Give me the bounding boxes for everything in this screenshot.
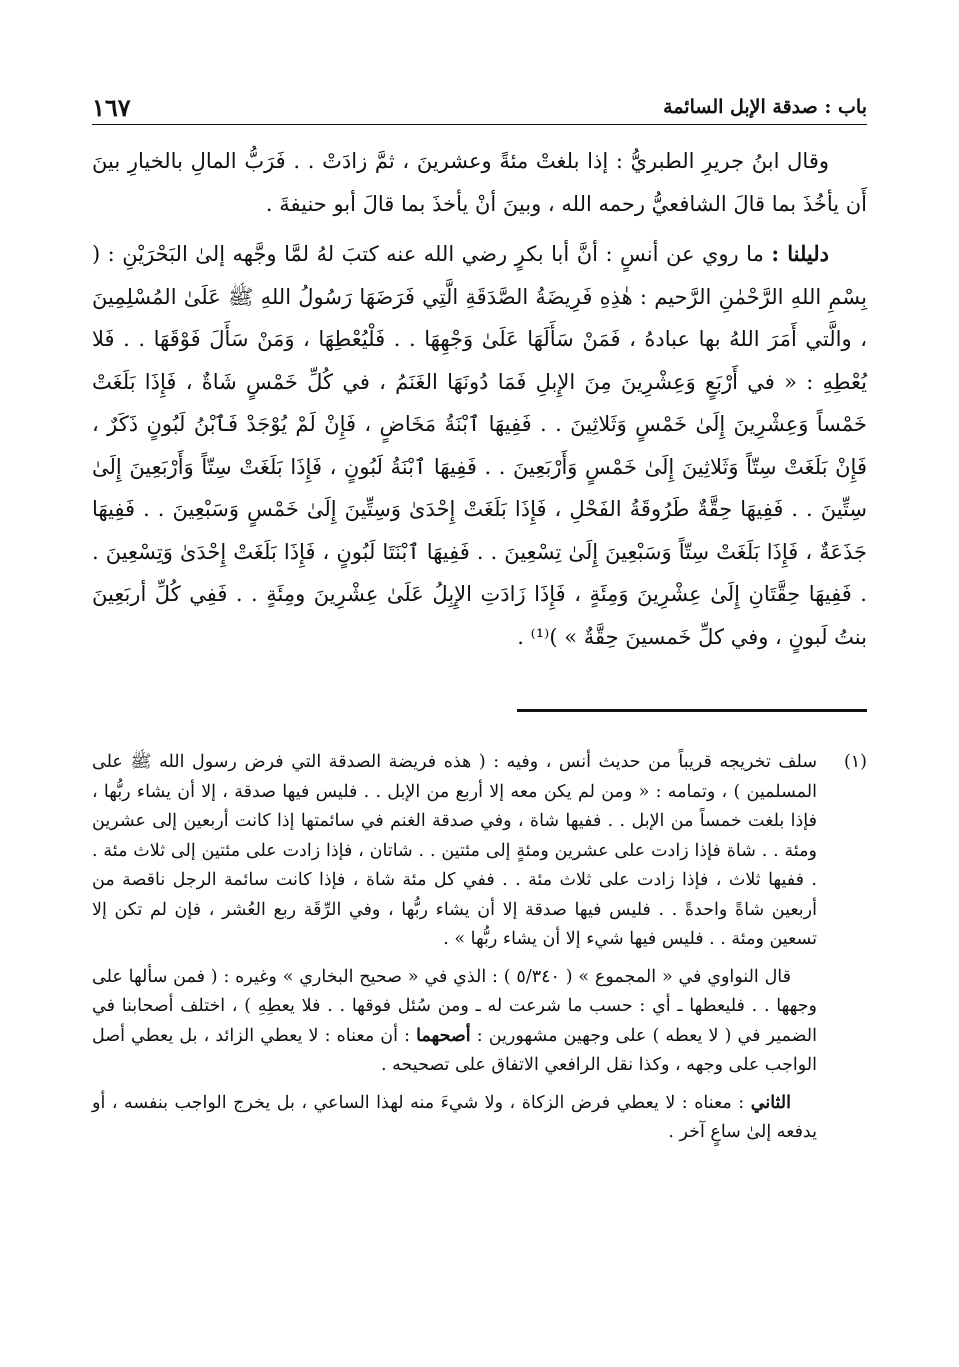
chapter-title: باب : صدقة الإبل السائمة	[663, 96, 867, 118]
first-opinion-label: أصحهما	[416, 1025, 471, 1046]
evidence-label: دليلنا :	[771, 241, 829, 266]
footnote-1	[92, 748, 867, 1148]
footnote-number: (١)	[843, 752, 867, 772]
second-opinion-label: الثاني	[750, 1092, 791, 1113]
footnote-separator	[517, 709, 867, 712]
second-opinion-text: : معناه : لا يعطي فرض الزكاة ، ولا شيءَ منه لهذا الساعي ، بل يخرج الواجب بنفسه ، أو يدفعه إلىٰ ساعٍ آخر .	[92, 1092, 817, 1142]
first-opinion-text: : أن معناه : لا يعطي الزائد ، بل يعطي أصل الواجب على وجهه ، وكذا نقل الرافعي الاتفاق على تصحيحه .	[92, 1025, 817, 1075]
evidence-text: ما روي عن أنسٍ : أنَّ أبا بكرٍ رضي الله عنه كتبَ لهُ لمَّا وجَّهه إلىٰ البَحْرَيْنِ : ( بِسْمِ اللهِ الرَّحْمٰنِ الرَّحيم : هٰذِهِ فَرِيضَةُ الصَّدَقَةِ الَّتِي فَرَضَهَا رَسُولُ اللهِ ﷺ عَلَىٰ المُسْلِمِينَ ، والَّتي أَمَرَ اللهُ بها عبادهُ ، فَمَنْ سَأَلَهَا عَلَىٰ وَجْهِهَا . . فَلْيُعْطِهَا ، وَمَنْ سَأَلَ فَوْقَهَا . . فَلا يُعْطِهِ : « في أَرْبَعٍ وَعِشْرِينَ مِنَ الإِبلِ فَمَا دُونَهَا الغَنَمُ ، في كُلِّ خَمْسٍ شَاةٌ ، فَإِذَا بَلَغَتْ خَمْساً وَعِشْرِينَ إِلَىٰ خَمْسٍ وَثَلاثِينَ . . فَفِيهَا ٱبْنَةُ مَخَاضٍ ، فَإِنْ لَمْ يُوْجَدْ فَٱبْنُ لَبُونٍ ذَكَرٌ ، فَإِنْ بَلَغَتْ سِتّاً وَثَلاثِينَ إِلَىٰ خَمْسٍ وَأَرْبَعِينَ . . فَفِيهَا ٱبْنَةُ لَبُونٍ ، فَإِذَا بَلَغَتْ سِتّاً وَأَرْبَعِينَ إِلَىٰ سِتِّينَ . . فَفِيهَا حِقَّةٌ طَرُوقَةُ الفَحْلِ ، فَإِذَا بَلَغَتْ إِحْدَىٰ وَسِتِّينَ إِلَىٰ خَمْسٍ وَسَبْعِينَ . . فَفِيهَا جَذَعَةٌ ، فَإِذَا بَلَغَتْ سِتّاً وَسَبْعِينَ إِلَىٰ تِسْعِينَ . . فَفِيهَا ٱبْنَتَا لَبُونٍ ، فَإِذَا بَلَغَتْ إِحْدَىٰ وَتِسْعِينَ . . فَفِيهَا حِقَّتَانِ إِلَىٰ عِشْرِينَ وَمِئَةٍ ، فَإِذَا زَادَتِ الإِبِلُ عَلَىٰ عِشْرِينَ ومِئَةٍ . . فَفِي كُلِّ أربَعِينَ بنتُ لَبونٍ ، وفي كلِّ خَمسينَ حِقَّةٌ » )⁽¹⁾ .	[92, 242, 867, 649]
footnote-paragraph-second	[92, 1089, 817, 1148]
nawawi-text: قال النواوي في « المجموع » ( ٥/٣٤٠ ) : الذي في « صحيح البخاري » وغيره : ( فمن سألها على وجهها . . فليعطها ـ أي : حسب ما شرعت له ـ ومن سُئل فوقها . . فلا يعطِهِ ) ، اختلف أصحابنا في الضمير في ( لا يعطه ) على وجهين مشهورين :	[92, 966, 817, 1046]
footnote-paragraph-nawawi	[92, 963, 817, 1081]
footnotes	[92, 748, 867, 1148]
main-text	[92, 140, 867, 658]
paragraph-evidence	[92, 233, 867, 658]
footnote-paragraph-takhrij: سلف تخريجه قريباً من حديث أنس ، وفيه : ( هذه فريضة الصدقة التي فرض رسول الله ﷺ على المسلمين ) ، وتمامه : « ومن لم يكن معه إلا أربع من الإبل . . فليس فيها صدقة ، إلا أن يشاء ربُّها ، فإذا بلغت خمساً من الإبل . . ففيها شاة ، وفي صدقة الغنم في سائمتها إذا كانت أربعين إلى عشرين ومئة . . شاة فإذا زادت على عشرين ومئةٍ إلى مئتين . . شاتان ، فإذا زادت على مئتين إلى ثلاث مئة . . ففيها ثلاث ، فإذا زادت على ثلاث مئة . . ففي كل مئة شاة ، فإذا كانت سائمة الرجل ناقصة من أربعين شاةً واحدةً . . فليس فيها صدقة إلا أن يشاء ربُّها ، وفي الرِّقَة ربع العُشر ، فإن لم تكن إلا تسعين ومئة . . فليس فيها شيء إلا أن يشاء ربُّها » .	[92, 752, 817, 949]
footnote-body	[92, 748, 817, 1148]
running-header	[92, 90, 867, 125]
paragraph-tabari: وقال ابنُ جريرِ الطبريُّ : إذا بلغتْ مئةً وعشرينَ ، ثمَّ زادَتْ . . فَرَبُّ المالِ بالخيارِ بينَ أَن يأخُذَ بما قالَ الشافعيُّ رحمه الله ، وبينَ أنْ يأخذَ بما قالَ أبو حنيفةَ .	[92, 149, 867, 216]
page-number: ١٦٧	[92, 93, 131, 122]
